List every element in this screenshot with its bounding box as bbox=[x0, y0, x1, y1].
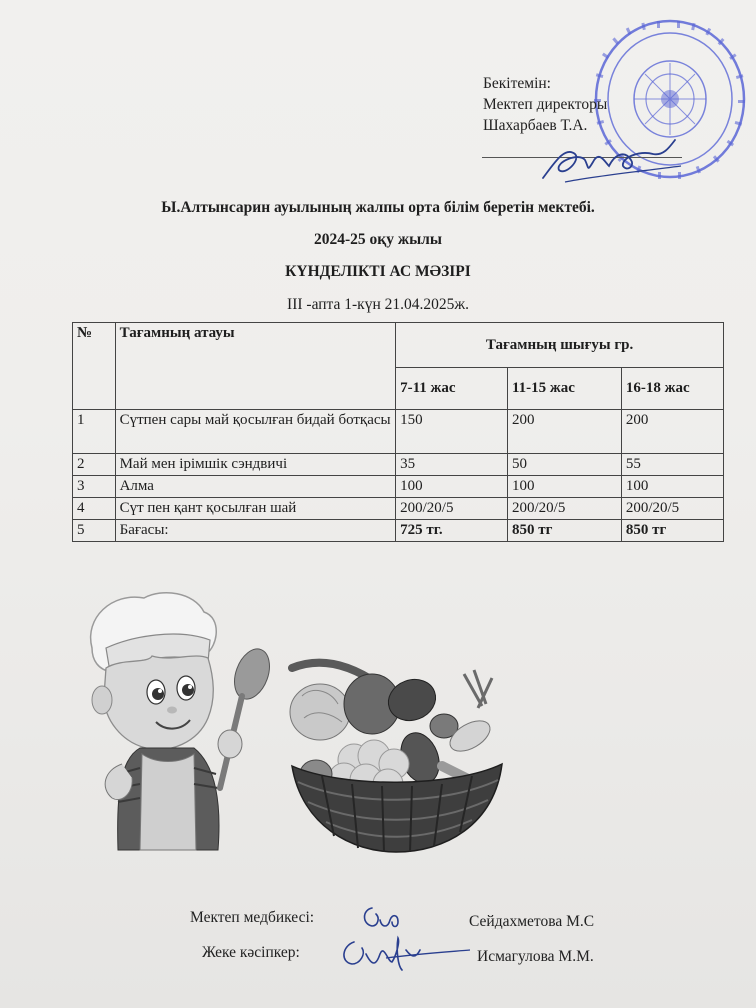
yield-value: 50 bbox=[508, 454, 622, 476]
dish-name: Алма bbox=[115, 476, 396, 498]
table-row bbox=[73, 454, 724, 476]
yield-value: 100 bbox=[621, 476, 723, 498]
yield-value: 55 bbox=[621, 454, 723, 476]
menu-table bbox=[72, 322, 724, 542]
price-value: 850 тг bbox=[621, 520, 723, 542]
school-name: Ы.Алтынсарин ауылының жалпы орта білім беретін мектебі. bbox=[161, 199, 595, 216]
menu-title: КҮНДЕЛІКТІ АС МӘЗІРІ bbox=[285, 263, 471, 280]
entrepreneur-name: Исмагулова М.М. bbox=[477, 948, 594, 965]
chef-boy-illustration bbox=[82, 588, 272, 858]
approval-position: Мектеп директоры bbox=[483, 96, 608, 113]
price-row bbox=[73, 520, 724, 542]
director-signature bbox=[535, 132, 685, 186]
header-number: № bbox=[73, 323, 116, 410]
header-age-group: 7-11 жас bbox=[396, 368, 508, 410]
nurse-signature bbox=[358, 898, 410, 934]
header-yield: Тағамның шығуы гр. bbox=[396, 323, 724, 368]
header-age-group: 16-18 жас bbox=[621, 368, 723, 410]
row-number: 5 bbox=[73, 520, 116, 542]
table-row bbox=[73, 476, 724, 498]
yield-value: 200/20/5 bbox=[508, 498, 622, 520]
yield-value: 100 bbox=[508, 476, 622, 498]
row-number: 3 bbox=[73, 476, 116, 498]
entrepreneur-signature bbox=[336, 932, 472, 974]
entrepreneur-label: Жеке кәсіпкер: bbox=[202, 944, 300, 961]
table-row bbox=[73, 498, 724, 520]
nurse-label: Мектеп медбикесі: bbox=[190, 909, 315, 926]
dish-name: Май мен ірімшік сэндвичі bbox=[115, 454, 396, 476]
nurse-name: Сейдахметова М.С bbox=[469, 913, 595, 930]
row-number: 4 bbox=[73, 498, 116, 520]
yield-value: 200 bbox=[621, 410, 723, 454]
week-day-date: ІІІ -апта 1-күн 21.04.2025ж. bbox=[287, 296, 469, 313]
dish-name: Сүтпен сары май қосылған бидай ботқасы bbox=[115, 410, 396, 454]
row-number: 1 bbox=[73, 410, 116, 454]
table-row bbox=[73, 410, 724, 454]
approval-label: Бекітемін: bbox=[483, 75, 551, 92]
approval-name: Шахарбаев Т.А. bbox=[483, 117, 588, 134]
yield-value: 100 bbox=[396, 476, 508, 498]
yield-value: 200/20/5 bbox=[396, 498, 508, 520]
yield-value: 35 bbox=[396, 454, 508, 476]
yield-value: 200 bbox=[508, 410, 622, 454]
approval-block bbox=[483, 73, 607, 136]
header-dish-name: Тағамның атауы bbox=[115, 323, 396, 410]
yield-value: 200/20/5 bbox=[621, 498, 723, 520]
price-value: 725 тг. bbox=[396, 520, 508, 542]
yield-value: 150 bbox=[396, 410, 508, 454]
price-label: Бағасы: bbox=[115, 520, 396, 542]
vegetable-basket-illustration bbox=[282, 656, 510, 856]
price-value: 850 тг bbox=[508, 520, 622, 542]
academic-year: 2024-25 оқу жылы bbox=[314, 231, 442, 248]
dish-name: Сүт пен қант қосылған шай bbox=[115, 498, 396, 520]
header-age-group: 11-15 жас bbox=[508, 368, 622, 410]
row-number: 2 bbox=[73, 454, 116, 476]
